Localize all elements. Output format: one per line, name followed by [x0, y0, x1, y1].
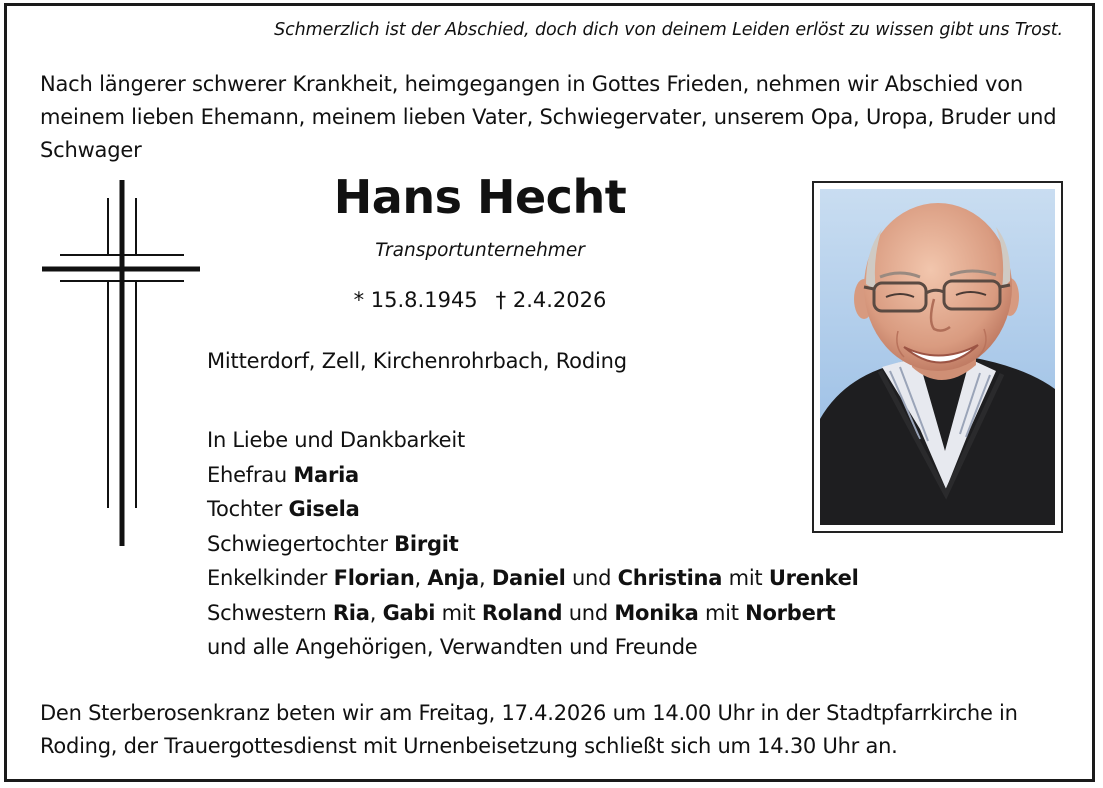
mourner-wife: Ehefrau Maria [207, 462, 359, 487]
mourner-daughter: Tochter Gisela [207, 497, 360, 521]
intro-text: Nach längerer schwerer Krankheit, heimgegangen in Gottes Frieden, nehmen wir Abschied von meinem lieben Ehemann, meinem lieben Vater, Schwiegervater, unserem Opa, Uropa, Bruder und Schwager [40, 72, 1057, 162]
deceased-occupation: Transportunternehmer [375, 240, 585, 261]
mourner-grandchildren: Enkelkinder Florian, Anja, Daniel und Christina mit Urenkel [207, 566, 859, 590]
mourner-sisters: Schwestern Ria, Gabi mit Roland und Monika mit Norbert [207, 600, 836, 625]
motto: Schmerzlich ist der Abschied, doch dich von deinem Leiden erlöst zu wissen gibt uns Trost. [274, 20, 1063, 40]
cross-icon [40, 178, 202, 550]
closing-text: Den Sterberosenkranz beten wir am Freitag, 17.4.2026 um 14.00 Uhr in der Stadtpfarrkirche in Roding, der Trauergottesdienst mit Urnenbeisetzung schließt sich um 14.30 Uhr an. [40, 701, 1018, 758]
portrait-illustration [820, 189, 1055, 525]
mourners-list [207, 423, 859, 665]
places: Mitterdorf, Zell, Kirchenrohrbach, Roding [207, 349, 627, 373]
portrait-photo [820, 189, 1055, 525]
portrait-frame [812, 181, 1063, 533]
birth-date: * 15.8.1945 [353, 288, 478, 312]
mourner-daughter-in-law: Schwiegertochter Birgit [207, 531, 459, 556]
death-date: † 2.4.2026 [495, 288, 607, 312]
life-dates [300, 288, 660, 312]
deceased-name: Hans Hecht [333, 170, 627, 224]
mourner-all-relatives: und alle Angehörigen, Verwandten und Freunde [207, 635, 698, 659]
mourners-intro: In Liebe und Dankbarkeit [207, 428, 465, 452]
